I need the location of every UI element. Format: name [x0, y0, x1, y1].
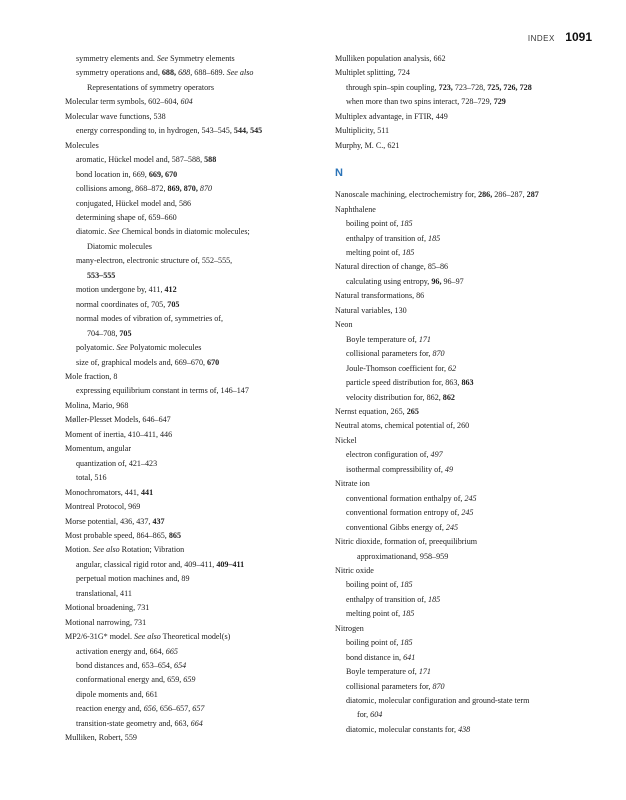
index-entry [335, 448, 595, 462]
index-entry [335, 391, 595, 405]
italic-text: See also [92, 545, 120, 555]
entry-text: size of, graphical models and, 669–670, [76, 357, 208, 367]
entry-text: Nitrogen [335, 623, 364, 633]
entry-text: normal coordinates of, 705, [76, 299, 168, 309]
index-entry [65, 168, 320, 182]
index-entry [335, 318, 595, 332]
italic-text: 604 [370, 710, 383, 720]
entry-text: enthalpy of transition of, [346, 233, 429, 243]
index-entry [335, 362, 595, 376]
bold-page-ref: 588 [204, 155, 217, 165]
index-entry [65, 630, 320, 644]
entry-text: bond location in, 669, [76, 169, 149, 179]
entry-text: Joule-Thomson coefficient for, [346, 363, 449, 373]
italic-text: 185 [400, 580, 413, 590]
entry-text: diatomic, molecular configuration and ground-state term [346, 696, 530, 706]
entry-text: determining shape of, 659–660 [76, 212, 177, 222]
italic-text: 171 [418, 667, 431, 677]
index-entry [335, 139, 595, 153]
entry-text: 704–708, [87, 328, 120, 338]
index-entry [65, 283, 320, 297]
index-entry [335, 304, 595, 318]
italic-text: 171 [418, 334, 431, 344]
index-column-right [335, 52, 595, 737]
entry-text: Representations of symmetry operators [87, 82, 214, 92]
entry-text: MP2/6-31G* model. [65, 632, 135, 642]
entry-text: melting point of, [346, 247, 403, 257]
index-entry [335, 405, 595, 419]
italic-text: 185 [428, 233, 441, 243]
index-entry [335, 95, 595, 109]
index-entry [65, 515, 320, 529]
entry-text: activation energy and, 664, [76, 646, 166, 656]
entry-text: calculating using entropy, [346, 276, 432, 286]
bold-page-ref: 669, 670 [148, 169, 178, 179]
index-entry [335, 260, 595, 274]
entry-text: Mulliken population analysis, 662 [335, 54, 446, 63]
italic-text: 49 [444, 464, 454, 474]
entry-text: Boyle temperature of, [346, 667, 419, 677]
entry-text: Polyatomic molecules [127, 343, 202, 353]
entry-text: Theoretical model(s) [160, 632, 231, 642]
entry-text: 656–657, [157, 704, 193, 714]
entry-text: 688–689. [192, 68, 227, 78]
index-entry [65, 673, 320, 687]
entry-text: diatomic. [76, 227, 109, 237]
entry-text: perpetual motion machines and, 89 [76, 574, 190, 584]
bold-page-ref: 863 [461, 378, 474, 388]
bold-page-ref: 725, 726, 728 [487, 82, 532, 92]
entry-text: Nitrate ion [335, 479, 370, 489]
entry-text: Boyle temperature of, [346, 334, 419, 344]
entry-text: conventional formation entropy of, [346, 508, 462, 518]
italic-text: 656, [143, 704, 158, 714]
entry-text: 723–728, [452, 82, 488, 92]
index-entry [335, 535, 595, 549]
index-entry [335, 347, 595, 361]
italic-text: 245 [445, 522, 459, 532]
entry-text: quantization of, 421–423 [76, 458, 158, 468]
entry-text: diatomic, molecular constants for, [346, 724, 459, 734]
index-entry [335, 564, 595, 578]
index-entry [335, 708, 595, 722]
bold-page-ref: 441 [140, 487, 154, 497]
index-entry [335, 651, 595, 665]
bold-page-ref: 670 [207, 357, 220, 367]
entry-text: expressing equilibrium constant in terms of, 146–147 [76, 386, 249, 396]
index-entry [335, 232, 595, 246]
index-entry [335, 333, 595, 347]
index-entry [65, 52, 320, 66]
index-entry [65, 298, 320, 312]
entry-text: conformational energy and, 659, [76, 675, 184, 685]
italic-text: 245 [461, 508, 474, 518]
index-entry [65, 717, 320, 731]
bold-page-ref: 553–555 [87, 270, 116, 280]
italic-text: 657 [192, 704, 205, 714]
index-entry [335, 124, 595, 138]
index-entry [65, 558, 320, 572]
index-entry [65, 81, 320, 95]
entry-text: Neon [335, 320, 353, 330]
entry-text: boiling point of, [346, 580, 401, 590]
entry-text: Nitric oxide [335, 565, 374, 575]
entry-text: dipole moments and, 661 [76, 689, 158, 699]
entry-text: Momentum, angular [65, 444, 132, 454]
index-entry [65, 616, 320, 630]
entry-text: Moment of inertia, 410–411, 446 [65, 429, 173, 439]
index-entry [65, 240, 320, 254]
bold-page-ref: 688, [161, 68, 177, 78]
bold-page-ref: 723, [438, 82, 453, 92]
entry-text: Neutral atoms, chemical potential of, 260 [335, 421, 470, 431]
entry-text: aromatic, Hückel model and, 587–588, [76, 155, 205, 165]
index-entry [65, 95, 320, 109]
italic-text: 185 [400, 638, 413, 648]
bold-page-ref: 544, 545 [233, 126, 263, 136]
entry-text: energy corresponding to, in hydrogen, 543–545, [76, 126, 234, 136]
index-entry [65, 500, 320, 514]
bold-page-ref: 286, [478, 190, 493, 200]
italic-text: 604 [180, 97, 193, 107]
italic-text: 185 [428, 594, 441, 604]
entry-text: reaction energy and, [76, 704, 144, 714]
index-entry [335, 81, 595, 95]
index-entry [65, 702, 320, 716]
index-entry [65, 153, 320, 167]
entry-text: isothermal compressibility of, [346, 464, 445, 474]
italic-text: 659 [183, 675, 196, 685]
italic-text: 185 [402, 609, 415, 619]
index-entry [65, 442, 320, 456]
entry-text: Motional narrowing, 731 [65, 617, 147, 627]
index-entry [335, 665, 595, 679]
index-entry [335, 578, 595, 592]
bold-page-ref: 409–411 [216, 559, 245, 569]
entry-text: transition-state geometry and, 663, [76, 718, 191, 728]
index-entry [65, 645, 320, 659]
entry-text: enthalpy of transition of, [346, 594, 429, 604]
index-entry [65, 182, 320, 196]
entry-text: Montreal Protocol, 969 [65, 502, 141, 512]
bold-page-ref: 862 [442, 392, 455, 402]
index-entry [335, 188, 595, 202]
entry-text: Multiplex advantage, in FTIR, 449 [335, 111, 448, 121]
entry-text: many-electron, electronic structure of, 552–555, [76, 256, 233, 266]
index-entry [65, 659, 320, 673]
entry-text: Naphthalene [335, 204, 376, 214]
italic-text: 665 [165, 646, 178, 656]
italic-text: 438 [458, 724, 471, 734]
index-entry [65, 110, 320, 124]
index-entry [335, 492, 595, 506]
index-entry [335, 52, 595, 66]
italic-text: 870 [432, 681, 445, 691]
entry-text: normal modes of vibration of, symmetries of, [76, 314, 224, 324]
entry-text: Nickel [335, 435, 357, 445]
index-entry [335, 550, 595, 564]
italic-text: 870 [199, 184, 213, 194]
entry-text: Molecules [65, 140, 99, 150]
index-entry [65, 471, 320, 485]
entry-text: Mole fraction, 8 [65, 371, 118, 381]
index-entry [65, 384, 320, 398]
entry-text: Rotation; Vibration [119, 545, 185, 555]
entry-text: conventional formation enthalpy of, [346, 493, 465, 503]
index-entry [65, 312, 320, 326]
index-entry [65, 399, 320, 413]
italic-text: 664 [190, 718, 203, 728]
page-number: 1091 [565, 30, 592, 44]
entry-text: 286–287, [492, 190, 527, 200]
italic-text: 185 [400, 219, 413, 229]
entry-text: Chemical bonds in diatomic molecules; [119, 227, 250, 237]
entry-text: Multiplicity, 511 [335, 126, 390, 136]
italic-text: 688, [178, 68, 193, 78]
index-entry [335, 376, 595, 390]
index-column-left [65, 52, 320, 746]
entry-text: collisional parameters for, [346, 349, 433, 359]
index-entry [335, 110, 595, 124]
index-entry [335, 434, 595, 448]
italic-text: 185 [402, 247, 415, 257]
entry-text: bond distances and, 653–654, [76, 661, 175, 671]
bold-page-ref: 705 [119, 328, 132, 338]
entry-text: Motion. [65, 545, 93, 555]
index-entry [335, 723, 595, 737]
index-entry [65, 370, 320, 384]
entry-text: Diatomic molecules [87, 241, 152, 251]
index-entry [65, 529, 320, 543]
entry-text: angular, classical rigid rotor and, 409–411, [76, 559, 217, 569]
entry-text: conventional Gibbs energy of, [346, 522, 446, 532]
italic-text: 497 [430, 450, 443, 460]
entry-text: Motional broadening, 731 [65, 603, 150, 613]
entry-text: polyatomic. [76, 343, 117, 353]
index-entry [65, 139, 320, 153]
index-entry [65, 731, 320, 745]
index-entry [65, 688, 320, 702]
index-entry [65, 66, 320, 80]
index-entry [335, 289, 595, 303]
entry-text: Molina, Mario, 968 [65, 400, 129, 410]
entry-text: for, [357, 710, 371, 720]
index-entry [335, 607, 595, 621]
entry-text: Nernst equation, 265, [335, 406, 407, 416]
entry-text: bond distance in, [346, 652, 404, 662]
entry-text: Morse potential, 436, 437, [65, 516, 153, 526]
index-entry [65, 413, 320, 427]
entry-text: boiling point of, [346, 219, 401, 229]
italic-text: See [156, 54, 169, 63]
entry-text: approximationand, 958–959 [357, 551, 449, 561]
entry-text: Multiplet splitting, 724 [335, 68, 410, 78]
entry-text: Natural transformations, 86 [335, 291, 425, 301]
italic-text: 870 [432, 349, 445, 359]
index-entry [65, 457, 320, 471]
index-entry [335, 506, 595, 520]
index-entry [335, 477, 595, 491]
index-entry [335, 419, 595, 433]
index-entry [335, 636, 595, 650]
italic-text: 245 [464, 493, 477, 503]
entry-text: total, 516 [76, 473, 107, 483]
entry-text: through spin–spin coupling, [346, 82, 439, 92]
index-entry [65, 601, 320, 615]
bold-page-ref: 865 [168, 530, 181, 540]
index-entry [65, 428, 320, 442]
bold-page-ref: 869, 870, [167, 184, 198, 194]
entry-text: Murphy, M. C., 621 [335, 140, 400, 150]
italic-text: See [108, 227, 120, 237]
index-entry [335, 694, 595, 708]
index-entry [65, 124, 320, 138]
index-entry [65, 543, 320, 557]
entry-text: Møller-Plesset Models, 646–647 [65, 415, 171, 425]
running-head-label: INDEX [527, 34, 555, 43]
italic-text: 62 [448, 363, 457, 373]
index-entry [65, 486, 320, 500]
index-entry [65, 327, 320, 341]
italic-text: 641 [403, 652, 416, 662]
index-entry [335, 521, 595, 535]
entry-text: Most probable speed, 864–865, [65, 530, 169, 540]
entry-text: 96–97 [441, 276, 464, 286]
index-entry [335, 622, 595, 636]
entry-text: motion undergone by, 411, [76, 285, 165, 295]
entry-text: collisional parameters for, [346, 681, 433, 691]
bold-page-ref: 412 [164, 285, 177, 295]
index-entry [65, 356, 320, 370]
index-entry [65, 254, 320, 268]
index-entry [335, 463, 595, 477]
entry-text: symmetry operations and, [76, 68, 162, 78]
bold-page-ref: 287 [526, 190, 539, 200]
entry-text: translational, 411 [76, 588, 132, 598]
bold-page-ref: 437 [152, 516, 165, 526]
entry-text: Natural variables, 130 [335, 305, 407, 315]
italic-text: See also [226, 68, 254, 78]
index-entry [335, 217, 595, 231]
index-entry [65, 587, 320, 601]
italic-text: See also [134, 632, 161, 642]
index-entry [335, 275, 595, 289]
section-letter: N [335, 167, 343, 180]
bold-page-ref: 729 [493, 97, 506, 107]
entry-text: electron configuration of, [346, 450, 431, 460]
index-entry [65, 225, 320, 239]
entry-text: Symmetry elements [168, 54, 235, 63]
entry-text: particle speed distribution for, 863, [346, 378, 462, 388]
index-entry [65, 341, 320, 355]
entry-text: Nanoscale machining, electrochemistry for, [335, 190, 479, 200]
index-entry [65, 269, 320, 283]
italic-text: See [116, 343, 128, 353]
index-entry [65, 197, 320, 211]
bold-page-ref: 705 [167, 299, 180, 309]
entry-text: melting point of, [346, 609, 403, 619]
index-entry [65, 572, 320, 586]
index-entry [335, 246, 595, 260]
bold-page-ref: 265 [406, 406, 419, 416]
index-entry [335, 680, 595, 694]
bold-page-ref: 96, [431, 276, 442, 286]
index-entry [335, 203, 595, 217]
entry-text: Natural direction of change, 85–86 [335, 262, 449, 272]
entry-text: symmetry elements and. [76, 54, 157, 63]
entry-text: collisions among, 868–872, [76, 184, 168, 194]
entry-text: Mulliken, Robert, 559 [65, 733, 137, 743]
entry-text: velocity distribution for, 862, [346, 392, 443, 402]
index-entry [65, 211, 320, 225]
running-head [528, 28, 592, 46]
index-entry [335, 593, 595, 607]
index-entry [335, 66, 595, 80]
entry-text: when more than two spins interact, 728–729, [346, 97, 494, 107]
entry-text: Molecular term symbols, 602–604, [65, 97, 181, 107]
entry-text: Molecular wave functions, 538 [65, 111, 166, 121]
entry-text: conjugated, Hückel model and, 586 [76, 198, 192, 208]
entry-text: Monochromators, 441, [65, 487, 141, 497]
italic-text: 654 [174, 661, 187, 671]
entry-text: boiling point of, [346, 638, 401, 648]
entry-text: Nitric dioxide, formation of, preequilibrium [335, 537, 478, 547]
